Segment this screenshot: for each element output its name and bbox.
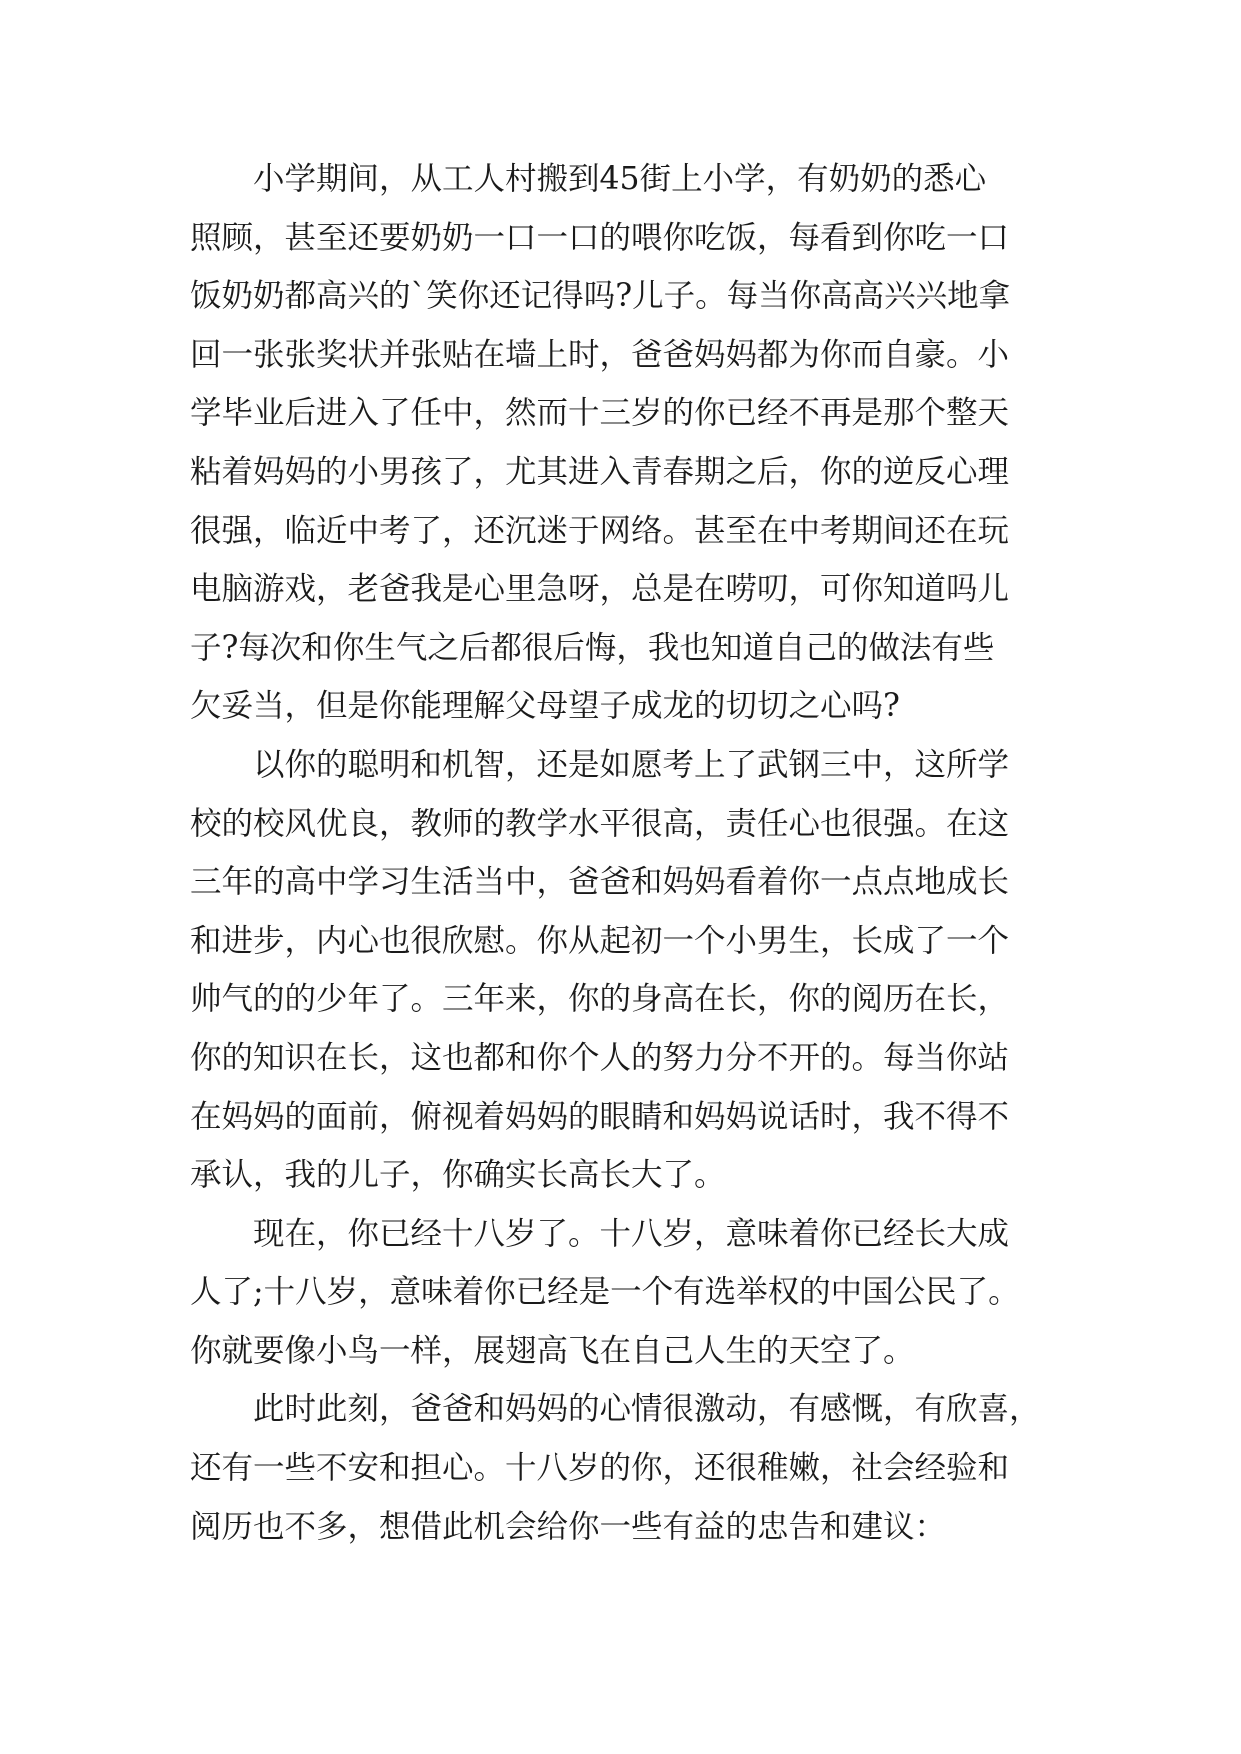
text-line: 粘着妈妈的小男孩了，尤其进入青春期之后，你的逆反心理 [190,453,1010,490]
text-line: 你的知识在长，这也都和你个人的努力分不开的。每当你站 [190,1039,1010,1076]
text-line: 小学期间，从工人村搬到45街上小学，有奶奶的悉心 [253,161,987,197]
text-line: 饭奶奶都高兴的`笑你还记得吗?儿子。每当你高高兴兴地拿 [190,278,1011,315]
text-line: 以你的聪明和机智，还是如愿考上了武钢三中，这所学 [253,746,1010,783]
text-line: 此时此刻，爸爸和妈妈的心情很激动，有感慨，有欣喜， [253,1391,1041,1428]
paragraph [190,736,1060,1205]
text-line: 回一张张奖状并张贴在墙上时，爸爸妈妈都为你而自豪。小 [190,336,1010,373]
paragraph [190,1380,1060,1556]
paragraph [190,150,1060,736]
text-line: 帅气的的少年了。三年来，你的身高在长，你的阅历在长， [190,981,1010,1018]
text-line: 校的校风优良，教师的教学水平很高，责任心也很强。在这 [190,805,1010,842]
text-line: 承认，我的儿子，你确实长高长大了。 [190,1157,726,1194]
text-line: 阅历也不多，想借此机会给你一些有益的忠告和建议： [190,1508,947,1545]
text-line: 还有一些不安和担心。十八岁的你，还很稚嫩，社会经验和 [190,1450,1010,1487]
text-line: 学毕业后进入了任中，然而十三岁的你已经不再是那个整天 [190,395,1010,432]
text-line: 人了;十八岁，意味着你已经是一个有选举权的中国公民了。 [190,1274,1020,1311]
paragraph [190,1205,1060,1381]
text-line: 在妈妈的面前，俯视着妈妈的眼睛和妈妈说话时，我不得不 [190,1098,1010,1135]
text-line: 子?每次和你生气之后都很后悔，我也知道自己的做法有些 [190,629,995,666]
letter-body [190,150,1060,1556]
text-line: 现在，你已经十八岁了。十八岁，意味着你已经长大成 [253,1215,1010,1252]
text-line: 你就要像小鸟一样，展翅高飞在自己人生的天空了。 [190,1332,915,1369]
text-line: 电脑游戏，老爸我是心里急呀，总是在唠叨，可你知道吗儿 [190,571,1010,608]
text-line: 三年的高中学习生活当中，爸爸和妈妈看着你一点点地成长 [190,864,1010,901]
text-line: 欠妥当，但是你能理解父母望子成龙的切切之心吗? [190,688,900,725]
text-line: 照顾，甚至还要奶奶一口一口的喂你吃饭，每看到你吃一口 [190,219,1010,256]
text-line: 和进步，内心也很欣慰。你从起初一个小男生，长成了一个 [190,922,1010,959]
text-line: 很强，临近中考了，还沉迷于网络。甚至在中考期间还在玩 [190,512,1010,549]
